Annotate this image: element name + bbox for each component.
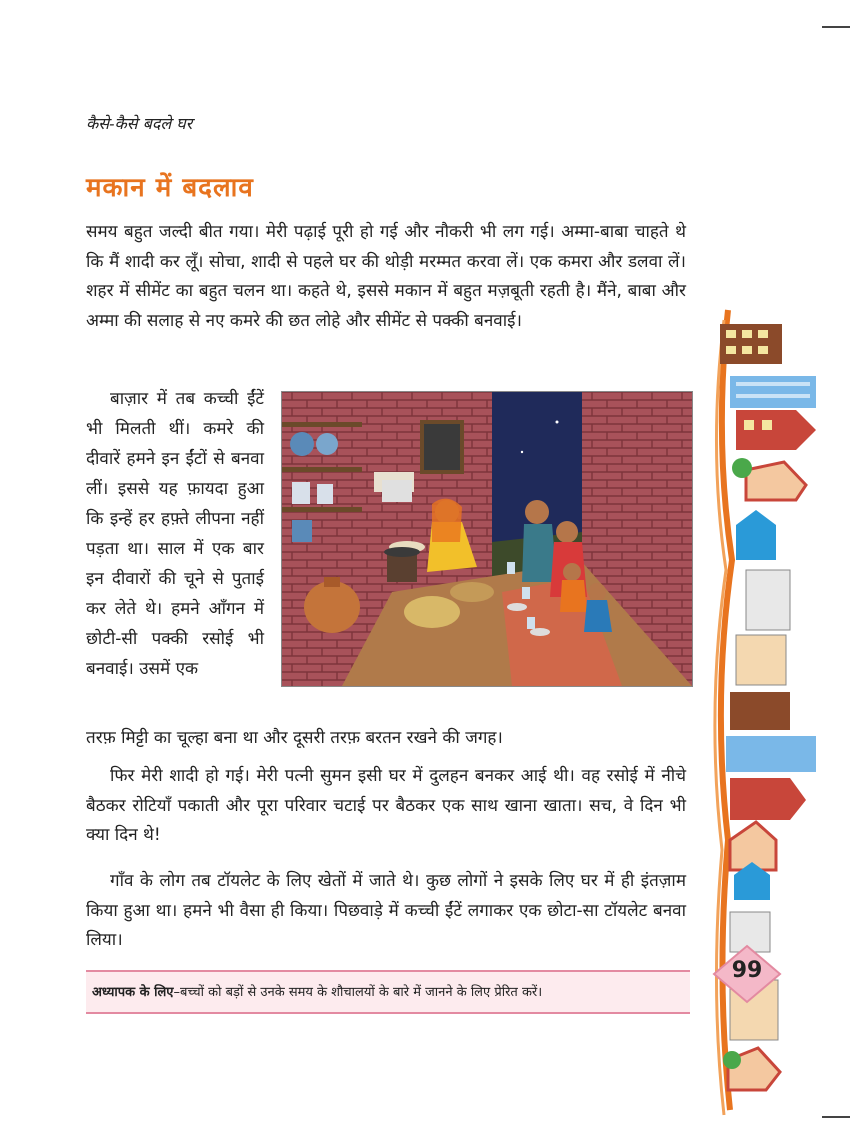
page-number: 99 bbox=[731, 958, 763, 983]
running-head: कैसे-कैसे बदले घर bbox=[86, 114, 193, 133]
teacher-note-box bbox=[86, 970, 690, 1014]
paragraph-4: गाँव के लोग तब टॉयलेट के लिए खेतों में जाते थे। कुछ लोगों ने इसके लिए घर में ही इंतज़ाम किया हुआ था। हमने भी वैसा ही किया। पिछवाड़े में कच्ची ईंटें लगाकर एक छोटा-सा टॉयलेट बनवा लिया। bbox=[86, 871, 686, 950]
kitchen-family-illustration bbox=[281, 391, 693, 687]
teacher-note-label: अध्यापक के लिए bbox=[92, 985, 174, 1000]
paragraph-2-wrapped: बाज़ार में तब कच्ची ईंटें भी मिलती थीं। कमरे की दीवारें हमने इन ईंटों से बनवा लीं। इससे यह फ़ायदा हुआ कि इन्हें हर हफ़्ते लीपना नहीं पड़ता था। साल में एक बार इन दीवारों की चूने से पुताई कर लेते थे। हमने आँगन में छोटी-सी पक्की रसोई भी बनवाई। उसमें एक bbox=[86, 389, 264, 679]
teacher-note-text: –बच्चों को बड़ों से उनके समय के शौचालयों के बारे में जानने के लिए प्रेरित करें। bbox=[173, 985, 543, 1000]
teacher-note bbox=[92, 982, 542, 1000]
building-icon bbox=[720, 324, 782, 364]
paragraph-2-continued: तरफ़ मिट्टी का चूल्हा बना था और दूसरी तरफ़ बरतन रखने की जगह। bbox=[86, 728, 503, 748]
section-title: मकान में बदलाव bbox=[86, 173, 254, 203]
crop-mark-top bbox=[822, 26, 850, 28]
paragraph-1: समय बहुत जल्दी बीत गया। मेरी पढ़ाई पूरी हो गई और नौकरी भी लग गई। अम्मा-बाबा चाहते थे कि मैं शादी कर लूँ। सोचा, शादी से पहले घर की थोड़ी मरम्मत करवा लें। एक कमरा और डलवा लें। शहर में सीमेंट का बहुत चलन था। कहते थे, इससे मकान में बहुत मज़बूती रहती है। मैंने, बाबा और अम्मा की सलाह से नए कमरे की छत लोहे और सीमेंट से पक्की बनवाई। bbox=[86, 222, 686, 331]
paragraph-3: फिर मेरी शादी हो गई। मेरी पत्नी सुमन इसी घर में दुलहन बनकर आई थी। वह रसोई में नीचे बैठकर रोटियाँ पकाती और पूरा परिवार चटाई पर बैठकर एक साथ खाना खाता। सच, वे दिन भी क्या दिन थे! bbox=[86, 766, 686, 845]
